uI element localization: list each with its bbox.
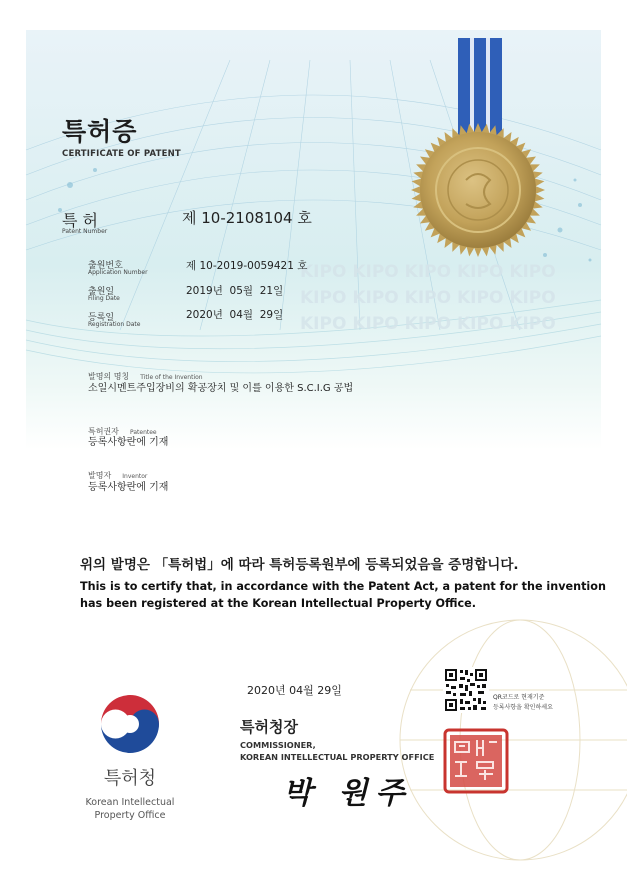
qr-code-icon[interactable] [443,667,489,713]
issue-date: 2020년 04월 29일 [247,684,342,697]
patentee-label: 특허권자 [88,427,119,436]
watermark-row-1: KIPO KIPO KIPO KIPO KIPO [300,262,556,282]
kipo-logo-icon [93,688,167,760]
certification-statement-ko: 위의 발명은 「특허법」에 따라 특허등록원부에 등록되었음을 증명합니다. [80,557,519,573]
certificate-title: 특허증 [62,117,138,146]
gold-medal-icon [408,120,548,260]
filing-date-value: 2019년 05월 21일 [186,285,284,297]
registration-date-value: 2020년 04월 29일 [186,309,284,321]
inventor-label-en: Inventor [122,473,148,480]
watermark-row-2: KIPO KIPO KIPO KIPO KIPO [300,288,556,308]
application-number-label: 출원번호 [88,261,123,271]
application-number-value: 제 10-2019-0059421 호 [186,260,308,272]
filing-date-label-en: Filing Date [88,295,120,302]
patent-number-label: 특 허 [62,211,98,230]
qr-note-line2: 등록사항을 확인하세요 [493,704,553,711]
commissioner-en-line1: COMMISSIONER, [240,740,316,750]
official-seal-icon [443,728,509,794]
patent-number-label-en: Patent Number [62,228,108,235]
invention-label: 발명의 명칭 [88,372,130,381]
registration-date-label-en: Registration Date [88,321,141,328]
patentee-label-en: Patentee [130,429,157,436]
kipo-name-en-line1: Korean Intellectual [85,797,175,808]
commissioner-title: 특허청장 [240,718,298,736]
patent-number-value: 제 10-2108104 호 [182,209,312,227]
certificate-subtitle: CERTIFICATE OF PATENT [62,149,181,159]
registration-date-label: 등록일 [88,313,115,323]
qr-note-line1: QR코드로 현재기준 [493,694,545,701]
application-number-label-en: Application Number [88,269,148,276]
kipo-name-en-line2: Property Office [94,810,166,821]
patentee-value: 등록사항란에 기재 [88,437,169,448]
certification-statement-en-line2: has been registered at the Korean Intellectual Property Office. [80,597,476,610]
watermark-row-3: KIPO KIPO KIPO KIPO KIPO [300,314,556,334]
invention-label-en: Title of the Invention [140,374,203,381]
kipo-name-ko: 특허청 [103,768,157,789]
invention-value: 소일시멘트주입장비의 확공장치 및 이를 이용한 S.C.I.G 공법 [88,383,354,394]
inventor-value: 등록사항란에 기재 [88,482,169,493]
filing-date-label: 출원일 [88,287,115,297]
certification-statement-en-line1: This is to certify that, in accordance with the Patent Act, a patent for the invention [80,580,606,593]
inventor-label: 발명자 [88,471,112,480]
commissioner-en-line2: KOREAN INTELLECTUAL PROPERTY OFFICE [240,752,435,762]
signature: 박 원주 [283,776,413,811]
